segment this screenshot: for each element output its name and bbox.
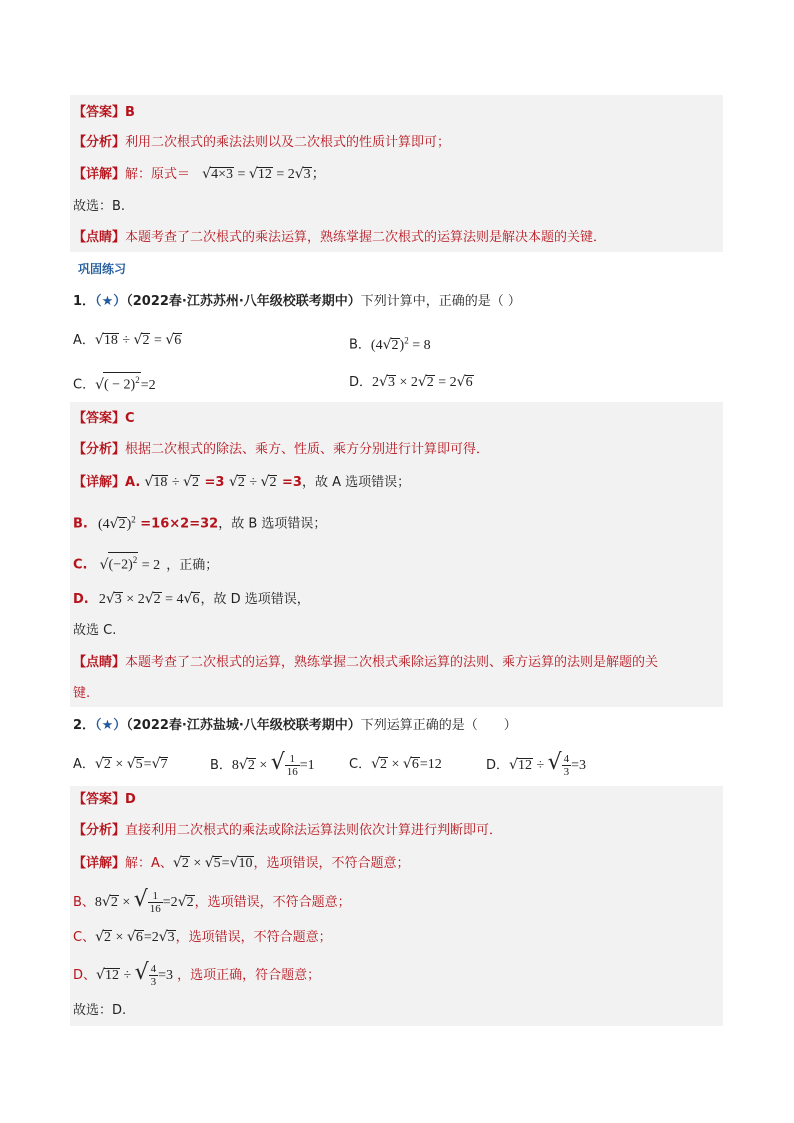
q1-answer-line: 【答案】C	[73, 411, 135, 426]
q1-option-c[interactable]: C．√( − 2)$^2$=2	[73, 372, 156, 396]
star-icon: ★	[101, 294, 114, 309]
q1-comment-line-2: 键.	[73, 686, 91, 701]
q1-analysis-line: 【分析】根据二次根式的除法、乘方、性质、乘方分别进行计算即可得．	[73, 442, 490, 457]
prev-analysis-line: 【分析】利用二次根式的乘法法则以及二次根式的性质计算即可；	[73, 135, 451, 150]
q1-stem-line: 1．（★）（2022春·江苏苏州·八年级校联考期中）下列计算中，正确的是（ ）	[73, 294, 521, 309]
prev-detail-line: 【详解】解：原式＝ √4×3 = √12 = 2√3；	[73, 166, 326, 182]
q2-option-a[interactable]: A．√2 × √5=√7	[73, 756, 168, 772]
prev-answer: B	[125, 105, 135, 120]
q1-option-a[interactable]: A．√18 ÷ √2 = √6	[73, 332, 182, 348]
q2-detail-b: B、8√2 × √ $\frac{1}{16}$ =2√2，选项错误，不符合题意；	[73, 887, 351, 916]
prev-comment-line: 【点睛】本题考查了二次根式的乘法运算，熟练掌握二次根式的运算法则是解决本题的关键．	[73, 230, 607, 245]
q2-detail-d: D、√12 ÷ √ $\frac{4}{3}$ =3 ，选项正确，符合题意；	[73, 960, 321, 989]
q2-analysis-line: 【分析】直接利用二次根式的乘法或除法运算法则依次计算进行判断即可．	[73, 823, 503, 838]
q2-detail-c: C、√2 × √6=2√3，选项错误，不符合题意；	[73, 929, 332, 945]
q1-detail-c: C. $√(-2)^2 = 2$ ，正确；	[73, 552, 218, 576]
q1-detail-a: 【详解】A. √18 ÷ √2 =3 √2 ÷ √2 =3，故 A 选项错误；	[73, 474, 411, 490]
q2-stem-line: 2．（★）（2022春·江苏盐城·八年级校联考期中）下列运算正确的是（ ）	[73, 718, 517, 733]
q2-detail-a: 【详解】解：A、√2 × √5=√10，选项错误，不符合题意；	[73, 855, 410, 871]
q1-comment-line: 【点睛】本题考查了二次根式的运算，熟练掌握二次根式乘除运算的法则、乘方运算的法则是解题的关	[73, 655, 659, 670]
star-icon: ★	[101, 718, 114, 733]
q1-detail-d: D. 2√3 × 2√2 = 4√6，故 D 选项错误，	[73, 591, 310, 607]
q1-answer: C	[125, 411, 135, 426]
q2-option-c[interactable]: C．√2 × √6=12	[349, 756, 442, 772]
q2-choose-line: 故选：D.	[73, 1003, 127, 1018]
prev-answer-line: 【答案】B	[73, 105, 135, 120]
q1-option-d[interactable]: D．2√3 × 2√2 = 2√6	[349, 374, 473, 390]
q1-choose-line: 故选 C.	[73, 623, 117, 638]
prev-detail-formula: √4×3 = √12 = 2√3；	[202, 166, 326, 182]
q1-option-b[interactable]: B．$(4√2)^2 = 8$	[349, 335, 431, 353]
prev-choose-line: 故选：B.	[73, 199, 126, 214]
q1-detail-b: B. $(4√2)^2 =16\times 2=32$，故 B 选项错误；	[73, 514, 327, 532]
section-title: 巩固练习	[78, 262, 127, 276]
q2-answer-line: 【答案】D	[73, 792, 136, 807]
q2-option-d[interactable]: D．√12 ÷ √ $\frac{4}{3}$ =3	[486, 750, 587, 779]
q2-option-b[interactable]: B．8√2 × √ $\frac{1}{16}$ =1	[210, 750, 315, 779]
q2-answer: D	[125, 792, 136, 807]
